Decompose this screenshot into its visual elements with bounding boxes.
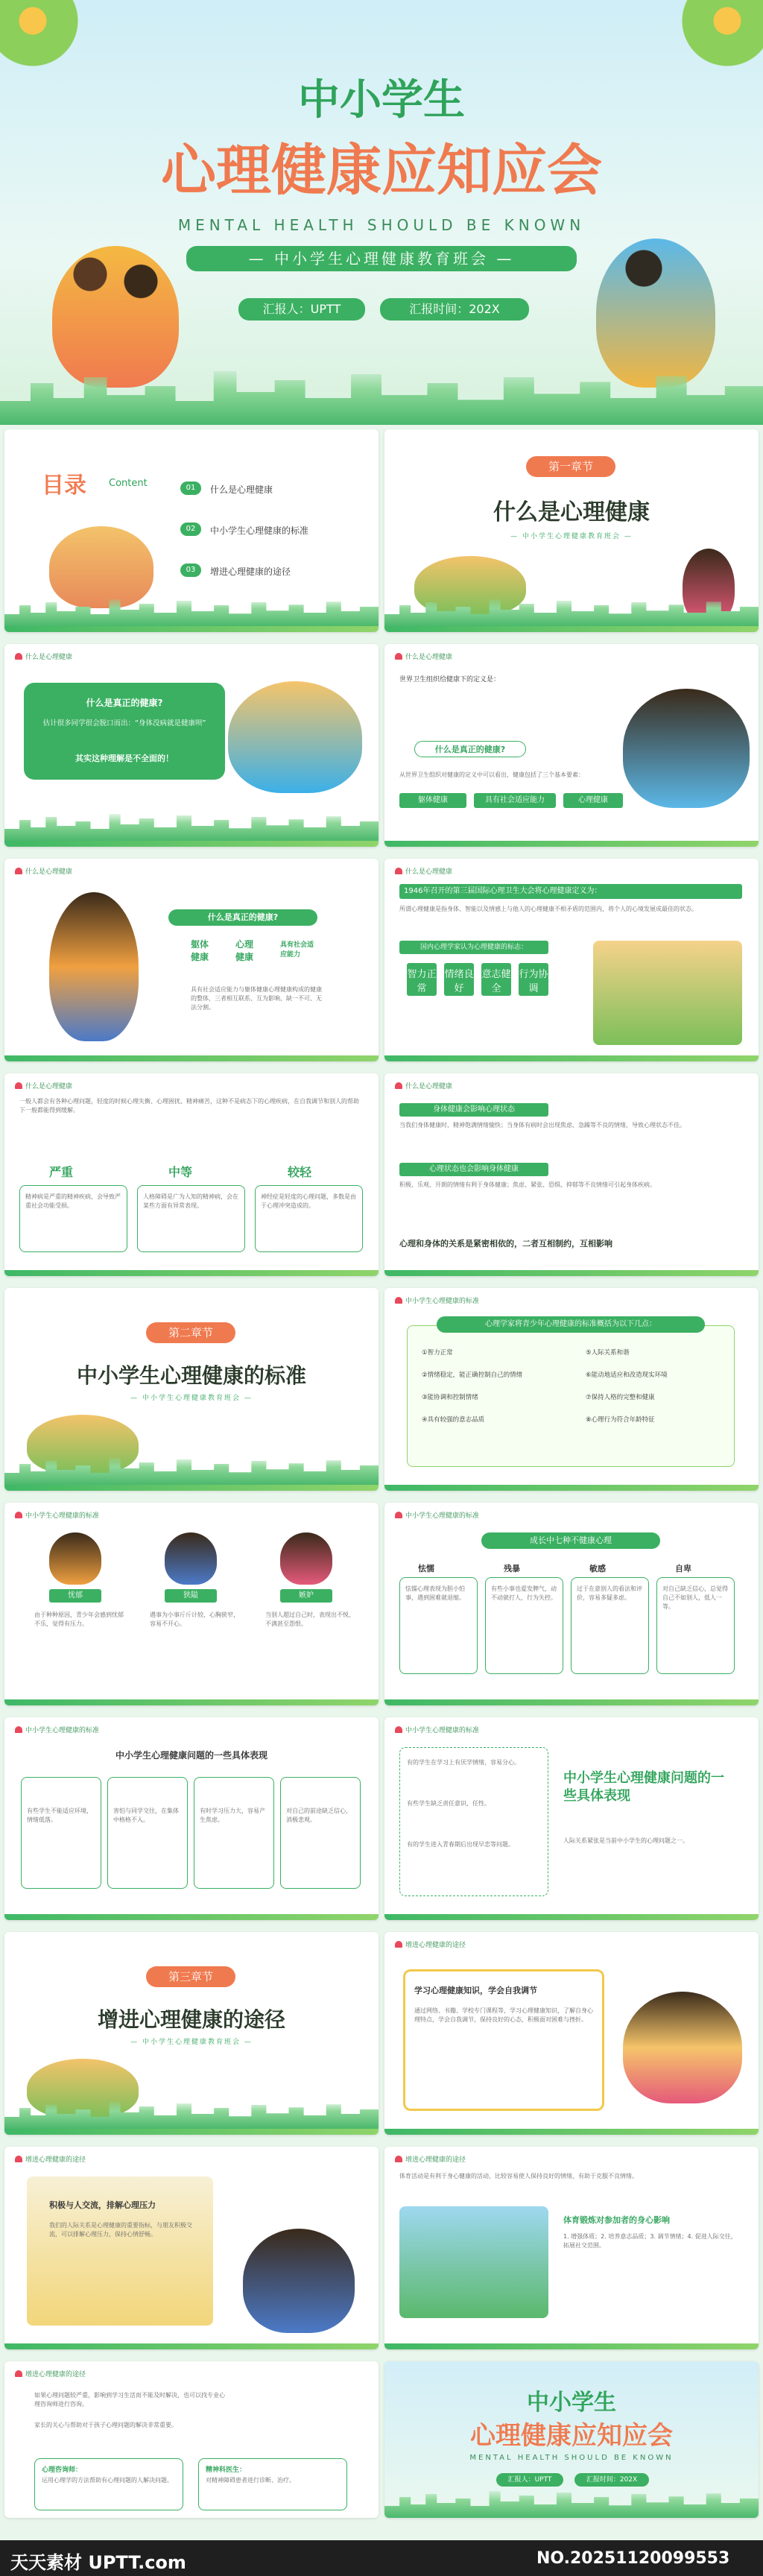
cover-time: 汇报时间：202X <box>380 298 529 321</box>
toc-cityscape <box>4 596 379 626</box>
s14-card-2 <box>107 1777 188 1889</box>
ch3-tag: 第三章节 <box>146 1966 235 1987</box>
s7-k1: 智力正常 <box>407 963 437 996</box>
end-time: 汇报时间：202X <box>574 2473 649 2487</box>
s13-d1: 怯懦心理表现为胆小怕事，遇到困难就退缩。 <box>405 1585 465 1601</box>
s6-boy <box>49 892 139 1041</box>
s15-t1: 有的学生在学习上有厌学情绪，容易分心。 <box>407 1759 520 1766</box>
s12-c3: 嫉妒 <box>280 1589 332 1603</box>
s12-img-3 <box>280 1532 332 1585</box>
ch2-sub: — 中小学生心理健康教育班会 — <box>130 1395 253 1402</box>
ch2-tag: 第二章节 <box>146 1322 235 1343</box>
s4-q1: 什么是真正的健康? <box>86 698 163 708</box>
s8-l2: 中等 <box>168 1165 193 1179</box>
slide-8 <box>4 1073 379 1276</box>
cover-title-1: 中小学生 <box>298 76 465 124</box>
s18-kid <box>243 2229 355 2333</box>
s17-body: 通过网络、书籍、学校专门课程等，学习心理健康知识，了解自身心理特点，学会自我调节，保持良好的心态，积极面对困难与挫折。 <box>414 2007 593 2023</box>
s19-body: 1. 增强体质；2. 培养意志品质；3. 调节情绪；4. 促进人际交往，拓展社交范围。 <box>563 2233 737 2249</box>
toc-num-2: 02 <box>180 523 201 536</box>
s4-header: 什么是心理健康 <box>15 651 72 661</box>
s5-intro: 世界卫生组织给健康下的定义是： <box>399 676 501 684</box>
s8-d3: 神经症是轻度的心理问题，多数是由于心理冲突造成的。 <box>261 1193 356 1209</box>
s8-bar <box>4 1270 379 1276</box>
slide-toc <box>4 429 379 632</box>
s14-title: 中小学生心理健康问题的一些具体表现 <box>115 1750 267 1761</box>
s14-d2: 害怕与同学交往，在集体中格格不入。 <box>113 1808 179 1823</box>
heart-icon <box>395 1297 402 1304</box>
end-reporter: 汇报人：UPTT <box>496 2473 563 2487</box>
s19-intro: 体育活动是有利于身心健康的活动，比较容易使人保持良好的情绪，有助于克服不良情绪。 <box>399 2173 638 2179</box>
s7-sub: 国内心理学家认为心理健康的标志： <box>399 941 548 954</box>
s5-desc: 从世界卫生组织对健康的定义中可以看出，健康包括了三个基本要素： <box>399 771 584 778</box>
toc-item-2[interactable]: 中小学生心理健康的标准 <box>210 525 309 536</box>
toc-item-1[interactable]: 什么是心理健康 <box>210 484 273 495</box>
slide-18 <box>4 2147 379 2349</box>
s4-kids <box>228 681 362 793</box>
s14-bar <box>4 1914 379 1920</box>
s4-cityscape <box>4 811 379 841</box>
s7-k3: 意志健全 <box>481 963 511 996</box>
s7-header: 什么是心理健康 <box>395 866 452 876</box>
s17-kids <box>623 1992 742 2103</box>
s9-h2: 心理状态也会影响身体健康 <box>399 1163 548 1176</box>
s12-header: 中小学生心理健康的标准 <box>15 1510 99 1520</box>
footer-left: 天天素材 UPTT.com <box>10 2552 186 2573</box>
s13-title: 成长中七种不健康心理 <box>481 1532 660 1549</box>
s13-bar <box>384 1699 759 1705</box>
heart-icon <box>395 1082 402 1089</box>
s11-header: 中小学生心理健康的标准 <box>395 1295 479 1305</box>
slide-6 <box>4 859 379 1061</box>
s13-header: 中小学生心理健康的标准 <box>395 1510 479 1520</box>
s11-i8: ⑧心理行为符合年龄特征 <box>586 1416 655 1424</box>
s20-b1d: 运用心理学的方法帮助有心理问题的人解决问题。 <box>42 2477 173 2484</box>
s6-pill: 什么是真正的健康? <box>168 909 317 926</box>
s7-title: 1946年召开的第三届国际心理卫生大会将心理健康定义为： <box>399 884 742 899</box>
s5-header: 什么是心理健康 <box>395 651 452 661</box>
s13-c4: 自卑 <box>675 1564 691 1573</box>
s19-field <box>399 2206 548 2318</box>
s9-bottom: 心理和身体的关系是紧密相依的，二者互相制约，互相影响 <box>399 1239 612 1248</box>
s8-intro: 一般人都会有各种心理问题，轻度的时候心理失衡、心理困扰、精神痛苦，这种不是病态下的心理疾病，在自我调节和别人的帮助下一般都能得到缓解。 <box>19 1098 359 1114</box>
s15-bar <box>384 1914 759 1920</box>
s14-card-1 <box>21 1777 101 1889</box>
ch1-bar <box>384 626 759 632</box>
s9-h1: 身体健康会影响心理状态 <box>399 1103 548 1117</box>
s14-d1: 有些学生不能适应环境，情绪低落。 <box>27 1808 92 1823</box>
ch2-title: 中小学生心理健康的标准 <box>76 1363 306 1388</box>
ch2-bar <box>4 1485 379 1491</box>
ch3-bar <box>4 2129 379 2135</box>
slide-11 <box>384 1288 759 1491</box>
cover-en: MENTAL HEALTH SHOULD BE KNOWN <box>177 216 586 234</box>
heart-icon <box>395 1512 402 1518</box>
s12-d2: 遇事为小事斤斤计较，心胸狭窄，容易不开心。 <box>150 1611 239 1627</box>
s19-header: 增进心理健康的途径 <box>395 2154 466 2164</box>
s9-t1: 当我们身体健康时，精神饱满情绪愉快；当身体有病时会出现焦虑、急躁等不良的情绪，导致心理状态不佳。 <box>399 1122 686 1128</box>
slide-13 <box>384 1503 759 1705</box>
s13-d2: 有些小事也爱发脾气，动不动就打人，行为失控。 <box>491 1585 557 1601</box>
s11-i4: ④具有较强的意志品质 <box>422 1416 485 1424</box>
s9-header: 什么是心理健康 <box>395 1081 452 1090</box>
s19-bar <box>384 2343 759 2349</box>
end-en: MENTAL HEALTH SHOULD BE KNOWN <box>469 2454 674 2462</box>
heart-icon <box>395 1941 402 1948</box>
cover-flowers-left <box>0 0 104 75</box>
s15-t3: 有的学生进入青春期后出现早恋等问题。 <box>407 1841 514 1848</box>
toc-bar <box>4 626 379 632</box>
s8-d2: 人格障碍是广为人知的精神病，会在某些方面有异常表现。 <box>143 1193 238 1209</box>
s5-pill: 什么是真正的健康? <box>414 741 526 757</box>
toc-num-3: 03 <box>180 564 201 577</box>
slide-12 <box>4 1503 379 1705</box>
s5-bar <box>384 841 759 847</box>
s6-w2: 心理健康 <box>235 939 254 962</box>
s14-card-3 <box>194 1777 274 1889</box>
s17-header: 增进心理健康的途径 <box>395 1939 466 1949</box>
slide-chapter-2 <box>4 1288 379 1491</box>
toc-num-1: 01 <box>180 482 201 495</box>
s18-bar <box>4 2343 379 2349</box>
heart-icon <box>15 1082 22 1089</box>
s18-header: 增进心理健康的途径 <box>15 2154 86 2164</box>
s12-c2: 狭隘 <box>165 1589 217 1603</box>
s12-img-1 <box>49 1532 101 1585</box>
cover-title-2: 心理健康应知应会 <box>161 139 602 203</box>
heart-icon <box>15 2156 22 2162</box>
s20-b2: 精神科医生： <box>206 2466 247 2474</box>
slide-chapter-3 <box>4 1932 379 2135</box>
s11-i1: ①智力正常 <box>422 1349 453 1357</box>
ch3-title: 增进心理健康的途径 <box>97 2007 285 2032</box>
s20-t1: 如果心理问题较严重，影响到学习生活而不能及时解决，也可以找专业心理咨询师进行咨询。 <box>34 2392 225 2408</box>
s7-classroom <box>593 941 742 1045</box>
s7-k2: 情绪良好 <box>444 963 474 996</box>
s11-i7: ⑦保持人格的完整和健康 <box>586 1394 655 1401</box>
s4-q2: 估计很多同学很会脱口而出：“身体没病就是健康呗” <box>42 719 206 727</box>
heart-icon <box>15 1726 22 1733</box>
s11-i3: ③能协调和控制情绪 <box>422 1394 478 1401</box>
heart-icon <box>15 868 22 874</box>
end-title-2: 心理健康应知应会 <box>470 2421 673 2451</box>
ch1-title: 什么是心理健康 <box>493 499 650 525</box>
s5-kids <box>623 689 750 808</box>
s11-title: 心理学家将青少年心理健康的标准概括为以下几点： <box>437 1316 705 1333</box>
s9-t2: 积极、乐观、开朗的情绪有利于身体健康；焦虑、紧张、恐惧、抑郁等不良情绪可引起身体疾病。 <box>399 1181 656 1188</box>
s13-d4: 对自己缺乏信心，总觉得自己不如别人，低人一等。 <box>662 1585 728 1610</box>
s13-c2: 残暴 <box>504 1564 520 1573</box>
s7-quote: 所谓心理健康是指身体、智能以及情感上与他人的心理健康不相矛盾的范围内，将个人的心境发展成最佳的状态。 <box>399 906 697 912</box>
heart-icon <box>395 1726 402 1733</box>
s5-b2: 具有社会适应能力 <box>474 793 556 808</box>
s6-header: 什么是心理健康 <box>15 866 72 876</box>
heart-icon <box>15 2370 22 2377</box>
s19-title: 体育锻炼对参加者的身心影响 <box>563 2215 670 2225</box>
s15-t2: 有些学生缺乏责任意识，任性。 <box>407 1800 490 1807</box>
heart-icon <box>15 653 22 660</box>
s15-left-box <box>399 1747 548 1896</box>
s20-header: 增进心理健康的途径 <box>15 2369 86 2378</box>
slide-end <box>384 2361 759 2518</box>
s11-i2: ②情绪稳定，能正确控制自己的情绪 <box>422 1371 523 1379</box>
cover-flowers-right <box>656 0 763 75</box>
s14-d4: 对自己的前途缺乏信心，消极悲观。 <box>286 1808 352 1823</box>
end-title-1: 中小学生 <box>527 2390 616 2416</box>
s12-bar <box>4 1699 379 1705</box>
s13-d3: 过于在意别人的看法和评价，容易多疑多虑。 <box>577 1585 642 1601</box>
s18-body: 我们的人际关系是心理健康的重要指标，与朋友积极交流，可以排解心理压力，保持心情舒畅。 <box>49 2222 192 2238</box>
s12-d3: 当别人超过自己时，表现出不悦、不满甚至怨恨。 <box>265 1611 355 1627</box>
heart-icon <box>15 1512 22 1518</box>
cover-slide <box>0 0 763 425</box>
toc-en: Content <box>109 478 148 489</box>
s15-header: 中小学生心理健康的标准 <box>395 1725 479 1734</box>
s13-c3: 敏感 <box>589 1564 606 1573</box>
s6-bar <box>4 1055 379 1061</box>
slide-9 <box>384 1073 759 1276</box>
s20-t2: 家长的关心与帮助对于孩子心理问题的解决非常重要。 <box>34 2422 177 2428</box>
s7-k4: 行为协调 <box>519 963 548 996</box>
heart-icon <box>395 653 402 660</box>
s4-bar <box>4 841 379 847</box>
s14-header: 中小学生心理健康的标准 <box>15 1725 99 1734</box>
slide-15 <box>384 1717 759 1920</box>
s6-body: 具有社会适应能力与躯体健康心理健康构成的健康的整体，三者相互联系、互为影响、缺一不可、无法分割。 <box>191 986 322 1011</box>
slide-14 <box>4 1717 379 1920</box>
s8-d1: 精神病是严重的精神疾病，会导致严重社会功能受损。 <box>25 1193 121 1209</box>
s8-l3: 较轻 <box>288 1165 312 1179</box>
heart-icon <box>395 2156 402 2162</box>
s11-bar <box>384 1485 759 1491</box>
s8-header: 什么是心理健康 <box>15 1081 72 1090</box>
footer-right: NO.20251120099553 <box>536 2549 730 2568</box>
end-cityscape <box>384 2488 759 2518</box>
s12-c1: 忧郁 <box>49 1589 101 1603</box>
cover-kids-right <box>596 239 715 388</box>
heart-icon <box>395 868 402 874</box>
s15-bottom: 人际关系紧张是当前中小学生的心理问题之一。 <box>563 1837 688 1844</box>
slide-chapter-1 <box>384 429 759 632</box>
slide-19 <box>384 2147 759 2349</box>
s20-b1: 心理咨询师： <box>42 2466 83 2474</box>
s4-q3: 其实这种理解是不全面的！ <box>75 754 174 763</box>
s11-i5: ⑤人际关系和谐 <box>586 1349 630 1357</box>
ch3-sub: — 中小学生心理健康教育班会 — <box>130 2039 253 2046</box>
s6-w1: 躯体健康 <box>191 939 209 962</box>
s20-b2d: 对精神障碍患者进行诊断、治疗。 <box>206 2477 295 2484</box>
slide-17 <box>384 1932 759 2135</box>
s8-l1: 严重 <box>49 1165 74 1179</box>
ch1-sub: — 中小学生心理健康教育班会 — <box>510 533 633 540</box>
s6-w3: 具有社会适应能力 <box>280 941 314 959</box>
cover-reporter: 汇报人：UPTT <box>238 298 365 321</box>
toc-kids <box>49 526 153 608</box>
s14-d3: 有时学习压力大，容易产生焦虑。 <box>200 1808 265 1823</box>
s17-bar <box>384 2129 759 2135</box>
s14-card-4 <box>280 1777 361 1889</box>
s18-title: 积极与人交流，排解心理压力 <box>49 2200 156 2210</box>
s7-bar <box>384 1055 759 1061</box>
s12-img-2 <box>165 1532 217 1585</box>
ch1-tag: 第一章节 <box>526 456 615 477</box>
slide-7 <box>384 859 759 1061</box>
s17-title: 学习心理健康知识，学会自我调节 <box>414 1986 537 1995</box>
s13-c1: 怯懦 <box>418 1564 434 1573</box>
s5-b1: 躯体健康 <box>399 793 466 808</box>
s12-d1: 由于种种原因，青少年会感到忧郁不乐，觉得有压力。 <box>34 1611 124 1627</box>
toc-title: 目录 <box>42 473 86 499</box>
slide-5 <box>384 644 759 847</box>
s5-b3: 心理健康 <box>563 793 623 808</box>
slide-4 <box>4 644 379 847</box>
s15-title: 中小学生心理健康问题的一些具体表现 <box>563 1770 724 1804</box>
cover-subtitle: — 中小学生心理健康教育班会 — <box>186 246 577 271</box>
toc-item-3[interactable]: 增进心理健康的途径 <box>210 566 291 577</box>
cover-kids-left <box>52 246 179 388</box>
s11-i6: ⑥能动地适应和改造现实环境 <box>586 1371 668 1379</box>
slide-20 <box>4 2361 379 2518</box>
s9-bar <box>384 1270 759 1276</box>
